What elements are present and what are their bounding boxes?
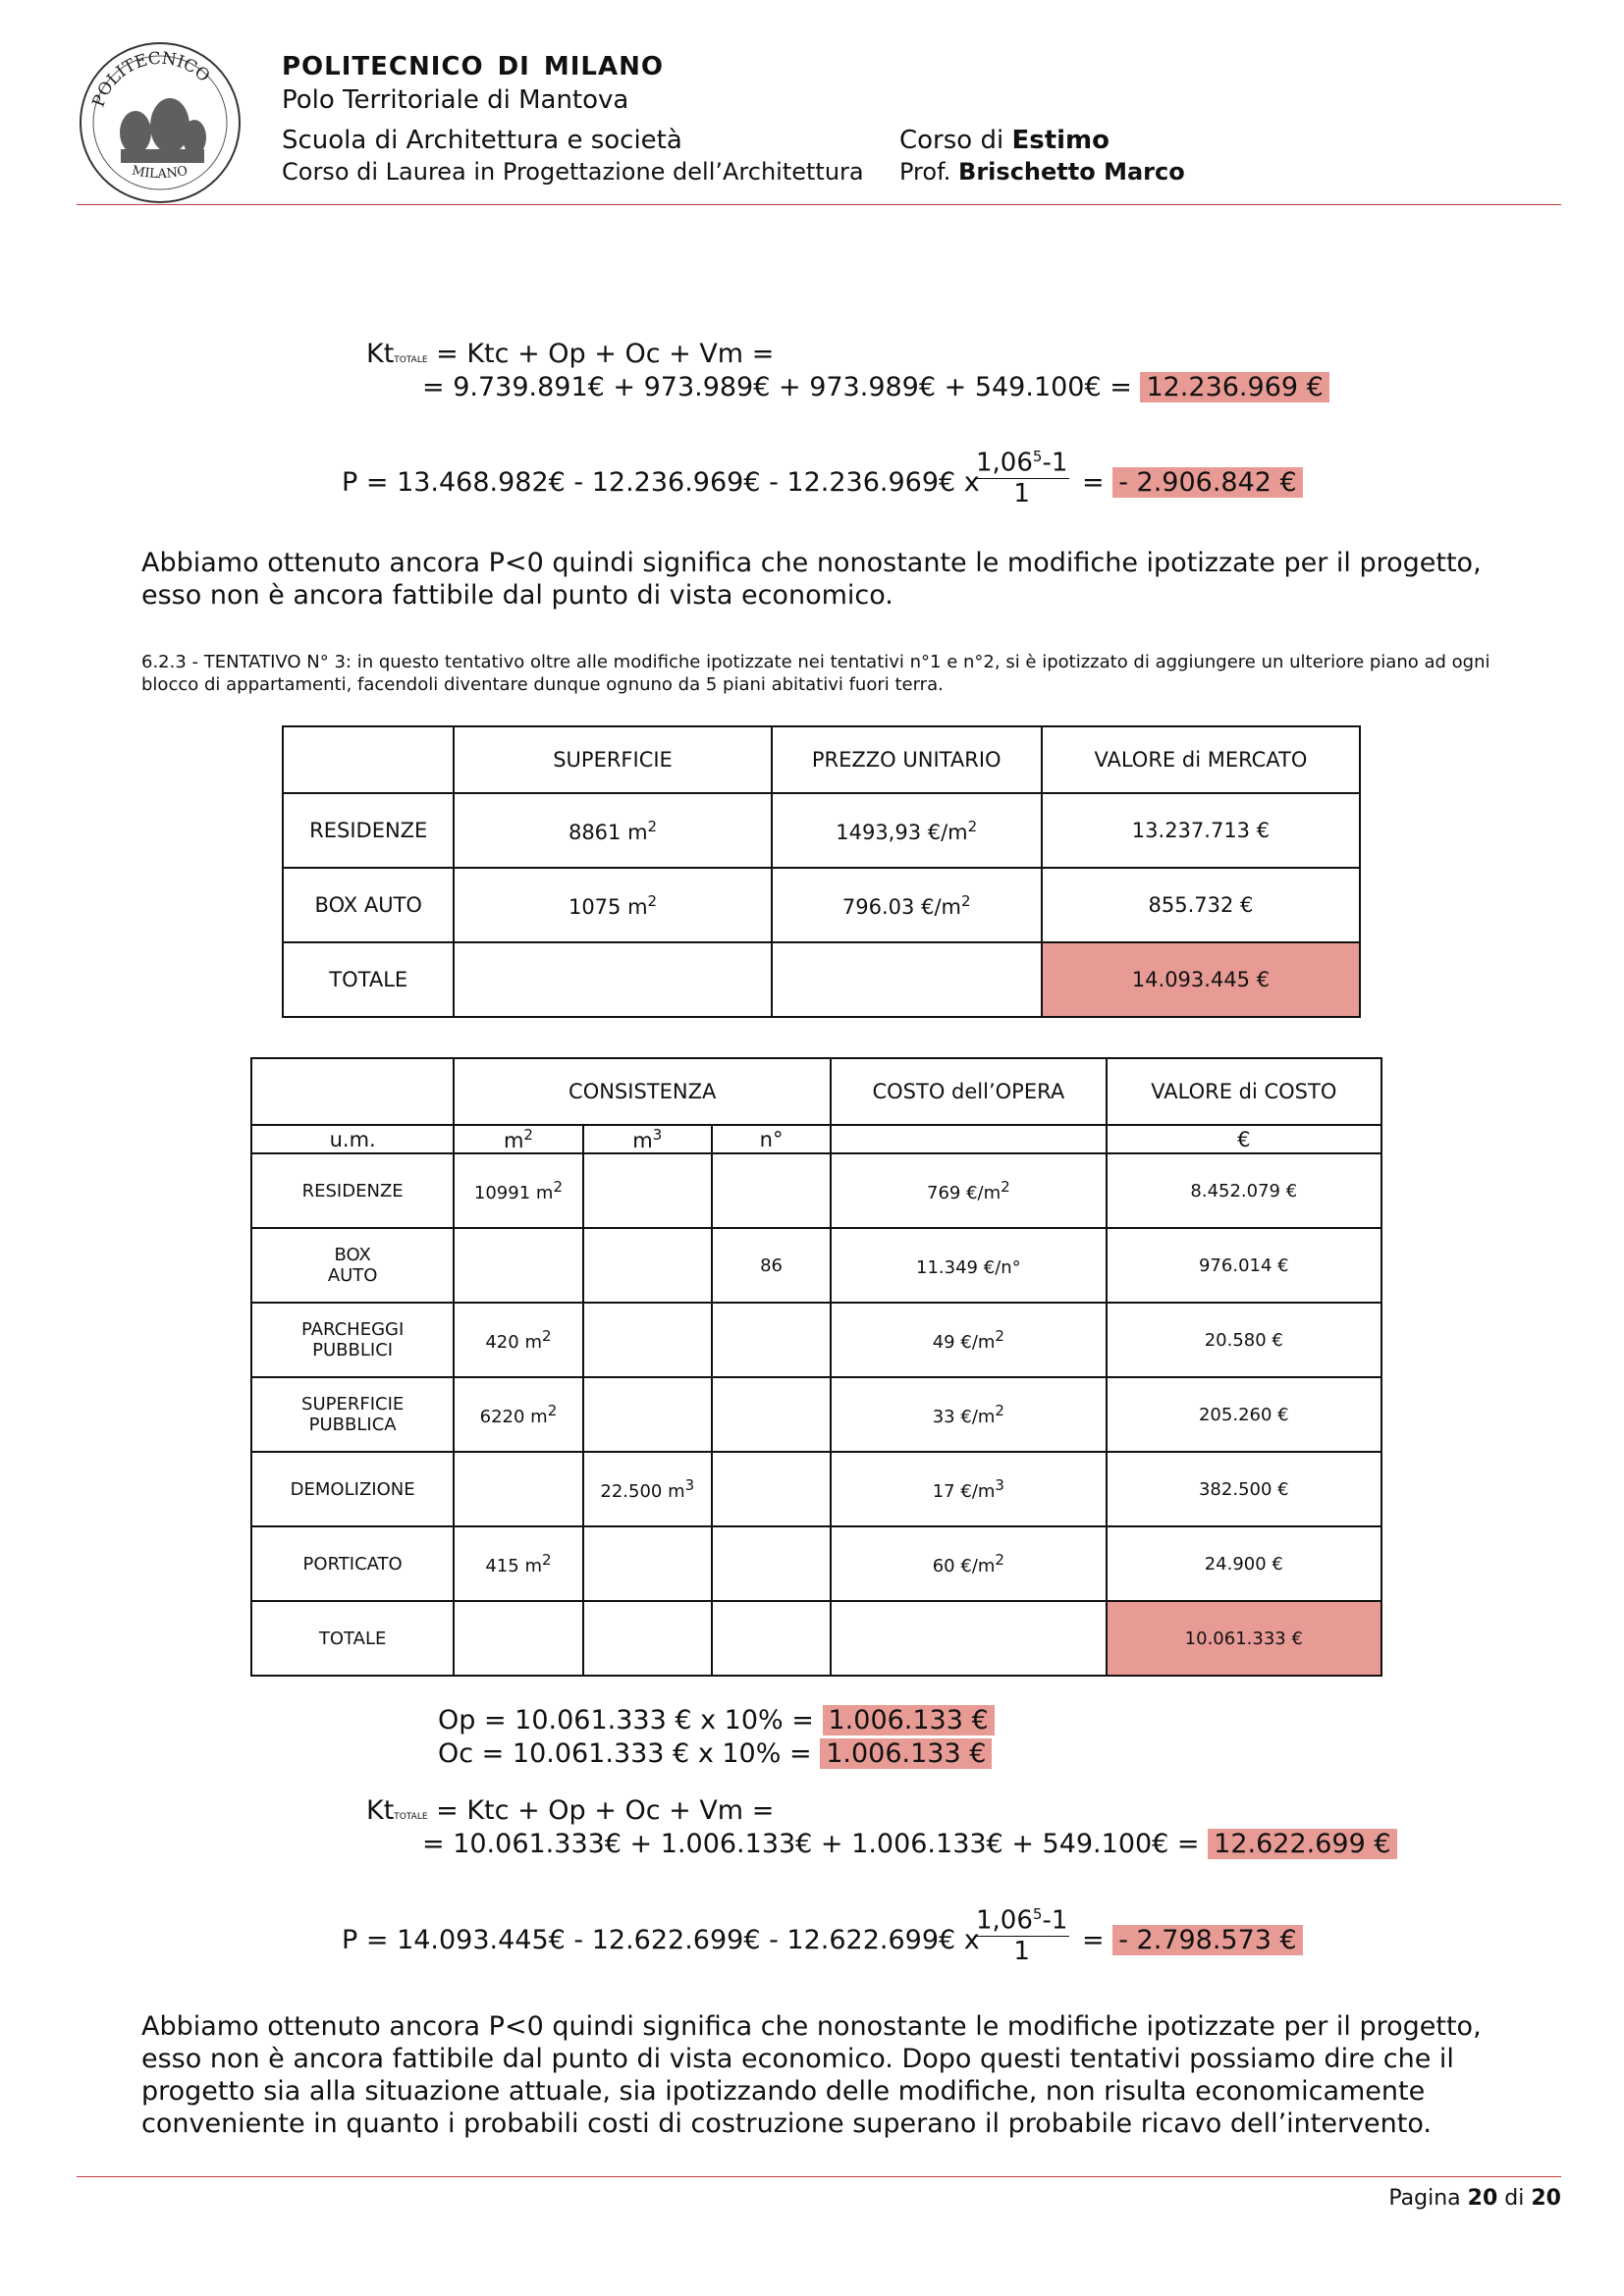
professor-name: Prof. Brischetto Marco <box>899 158 1185 186</box>
seal-top-text: POLITECNICO <box>88 48 214 110</box>
op-formula: Op = 10.061.333 € x 10% = 1.006.133 € <box>438 1705 995 1735</box>
table-row: PORTICATO 415 $m^2$ 60 $€/m^2$ 24.900 € <box>251 1526 1381 1601</box>
op-result: 1.006.133 € <box>823 1705 995 1735</box>
conclusion-paragraph-2: Abbiamo ottenuto ancora P<0 quindi significa che nonostante le modifiche ipotizzate per il progetto, esso non è ancora fattibile dal punto di vista economico. Dopo questi tentativi possiamo dire che il progetto sia alla situazione attuale, sia ipotizzando delle modifiche, non risulta economicamente conveniente in quanto i probabili costi di costruzione superano il probabile ricavo dell’intervento. <box>141 2011 1482 2139</box>
school-name: Scuola di Architettura e società <box>282 126 682 155</box>
kt-1-result: 12.236.969 € <box>1140 372 1328 402</box>
section-note-attempt-3: 6.2.3 - TENTATIVO N° 3: in questo tentativo oltre alle modifiche ipotizzate nei tentativi n°1 e n°2, si è ipotizzato di aggiungere un ulteriore piano ad ogni blocco di appartamenti, facendoli diventare dunque ognuno da 5 piani abitativi fuori terra. <box>141 652 1490 695</box>
footer-rule <box>77 2176 1561 2177</box>
campus-name: Polo Territoriale di Mantova <box>282 85 629 115</box>
page-number: Pagina 20 di 20 <box>1388 2186 1561 2211</box>
kt-formula-1-line2: = 9.739.891€ + 973.989€ + 973.989€ + 549.100€ = 12.236.969 € <box>422 372 1329 402</box>
header-rule <box>77 204 1561 205</box>
kt-formula-1-line1: KtTOTALE = Ktc + Op + Oc + Vm = <box>366 339 775 369</box>
degree-name: Corso di Laurea in Progettazione dell’Architettura <box>282 158 864 186</box>
p-formula-1: P = 13.468.982€ - 12.236.969€ - 12.236.969€ x <box>342 467 980 498</box>
p-2-result: - 2.798.573 € <box>1112 1925 1303 1955</box>
oc-formula: Oc = 10.061.333 € x 10% = 1.006.133 € <box>438 1738 992 1769</box>
university-name: POLITECNICO DI MILANO <box>282 52 664 81</box>
table-total-row: TOTALE 14.093.445 € <box>283 942 1360 1017</box>
table-units-row: u.m. $m^2$ $m^3$ n° € <box>251 1125 1381 1153</box>
university-seal-logo <box>77 39 244 206</box>
p-formula-2-result-group: = - 2.798.573 € <box>1082 1925 1303 1955</box>
table-row: PARCHEGGI PUBBLICI 420 $m^2$ 49 $€/m^2$ 20.580 € <box>251 1303 1381 1377</box>
p-formula-2: P = 14.093.445€ - 12.622.699€ - 12.622.699€ x <box>342 1925 980 1955</box>
kt-formula-2-line2: = 10.061.333€ + 1.006.133€ + 1.006.133€ + 549.100€ = 12.622.699 € <box>422 1829 1397 1859</box>
cost-value-table <box>250 1057 1382 1677</box>
table-header-row: SUPERFICIE PREZZO UNITARIO VALORE di MERCATO <box>283 726 1360 793</box>
table-row: BOX AUTO 86 11.349 €/n° 976.014 € <box>251 1228 1381 1303</box>
oc-result: 1.006.133 € <box>820 1738 992 1769</box>
kt-formula-2-line1: KtTOTALE = Ktc + Op + Oc + Vm = <box>366 1795 775 1826</box>
table-row: RESIDENZE 10991 $m^2$ 769 $€/m^2$ 8.452.079 € <box>251 1153 1381 1228</box>
market-value-table <box>282 725 1361 1018</box>
seal-bottom-text: MILANO <box>130 163 189 183</box>
svg-text:POLITECNICO <box>89 49 214 110</box>
p-1-result: - 2.906.842 € <box>1112 467 1303 498</box>
p-formula-1-fraction: $\frac{1,06^5-1}{1}$ <box>976 448 1068 508</box>
table-header-row: CONSISTENZA COSTO dell’OPERA VALORE di COSTO <box>251 1058 1381 1125</box>
course-title: Corso di Estimo <box>899 126 1110 155</box>
p-formula-2-fraction: $\frac{1,06^5-1}{1}$ <box>976 1905 1068 1966</box>
svg-text:MILANO <box>131 164 189 182</box>
table-row: DEMOLIZIONE 22.500 $m^3$ 17 $€/m^3$ 382.500 € <box>251 1452 1381 1526</box>
p-formula-1-result-group: = - 2.906.842 € <box>1082 467 1303 498</box>
kt-2-result: 12.622.699 € <box>1208 1829 1396 1859</box>
table-row: SUPERFICIE PUBBLICA 6220 $m^2$ 33 $€/m^2$ 205.260 € <box>251 1377 1381 1452</box>
table-row: BOX AUTO 1075 $m^2$ 796.03 $€/m^2$ 855.732 € <box>283 868 1360 942</box>
table-row: RESIDENZE 8861 $m^2$ 1493,93 $€/m^2$ 13.237.713 € <box>283 793 1360 868</box>
conclusion-paragraph-1: Abbiamo ottenuto ancora P<0 quindi significa che nonostante le modifiche ipotizzate per il progetto, esso non è ancora fattibile dal punto di vista economico. <box>141 548 1482 611</box>
table-total-row: TOTALE 10.061.333 € <box>251 1601 1381 1676</box>
